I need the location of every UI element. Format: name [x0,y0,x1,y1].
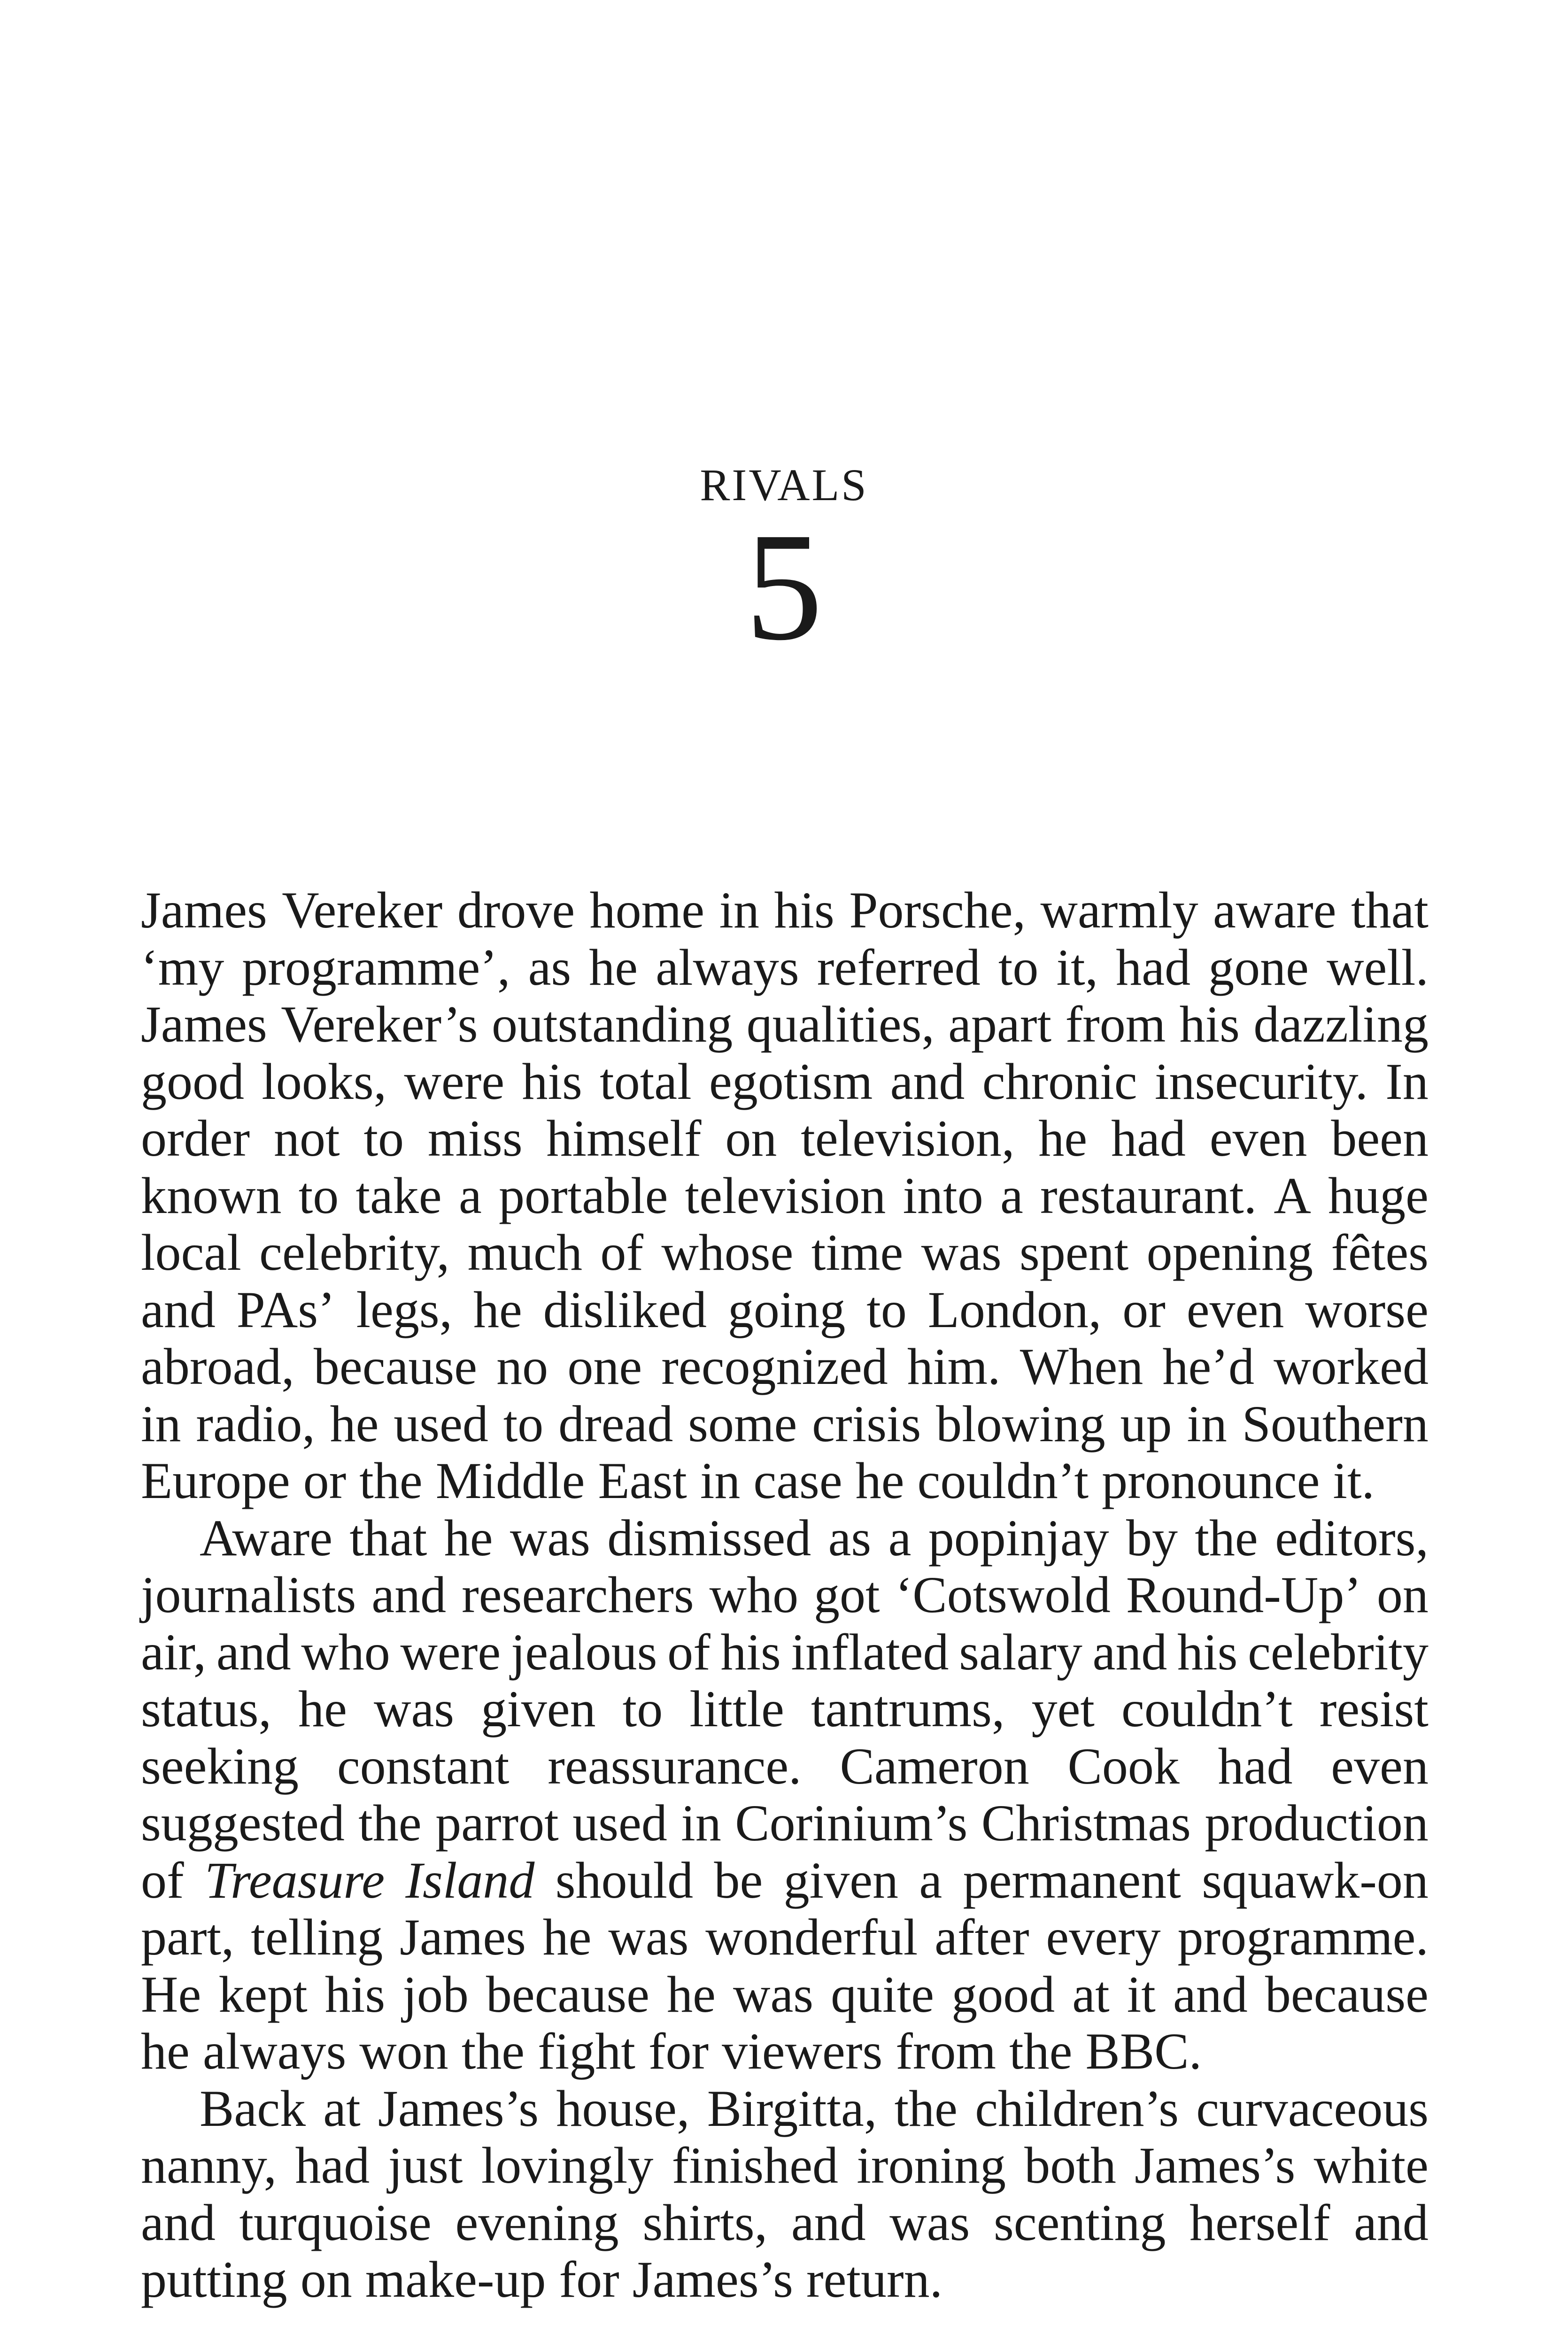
text-line: in radio, he used to dread some crisis blowing up in Southern [141,1395,1429,1452]
text-line: and turquoise evening shirts, and was scenting herself and [141,2194,1429,2251]
text-line: he always won the fight for viewers from the BBC. [141,2023,1202,2080]
chapter-number: 5 [745,501,823,672]
text-line: Back at James’s house, Birgitta, the children’s curvaceous [200,2079,1429,2137]
paragraph [141,882,1429,1510]
text-line: seeking constant reassurance. Cameron Cook had even [141,1737,1429,1795]
running-head: RIVALS [700,460,868,510]
text-line: Aware that he was dismissed as a popinjay by the editors, [200,1509,1429,1567]
text-line: James Vereker’s outstanding qualities, apart from his dazzling [141,996,1429,1053]
text-line: putting on make-up for James’s return. [141,2251,943,2308]
text-line: good looks, were his total egotism and chronic insecurity. In [141,1052,1429,1110]
text-line: He kept his job because he was quite good at it and because [141,1965,1429,2023]
text-line: air, and who were jealous of his inflated salary and his celebrity [141,1623,1429,1681]
text-line: status, he was given to little tantrums, yet couldn’t resist [141,1680,1429,1738]
text-line: abroad, because no one recognized him. When he’d worked [141,1338,1429,1395]
text-line: and PAs’ legs, he disliked going to London, or even worse [141,1281,1429,1338]
text-line: of Treasure Island should be given a permanent squawk-on [141,1851,1429,1909]
text-line: James Vereker drove home in his Porsche, warmly aware that [141,881,1429,939]
paragraph [141,2080,1429,2309]
text-line: Europe or the Middle East in case he couldn’t pronounce it. [141,1452,1375,1509]
text-line: part, telling James he was wonderful after every programme. [141,1908,1429,1966]
text-line: suggested the parrot used in Corinium’s Christmas production [141,1794,1429,1852]
text-line: order not to miss himself on television, he had even been [141,1110,1429,1167]
text-line: nanny, had just lovingly finished ironing both James’s white [141,2137,1429,2194]
text-line: journalists and researchers who got ‘Cotswold Round-Up’ on [141,1566,1429,1623]
paragraph [141,1510,1429,2080]
body-text [141,882,1429,2309]
text-line: local celebrity, much of whose time was spent opening fêtes [141,1224,1429,1281]
text-line: known to take a portable television into a restaurant. A huge [141,1166,1429,1224]
text-line: ‘my programme’, as he always referred to it, had gone well. [141,938,1429,996]
